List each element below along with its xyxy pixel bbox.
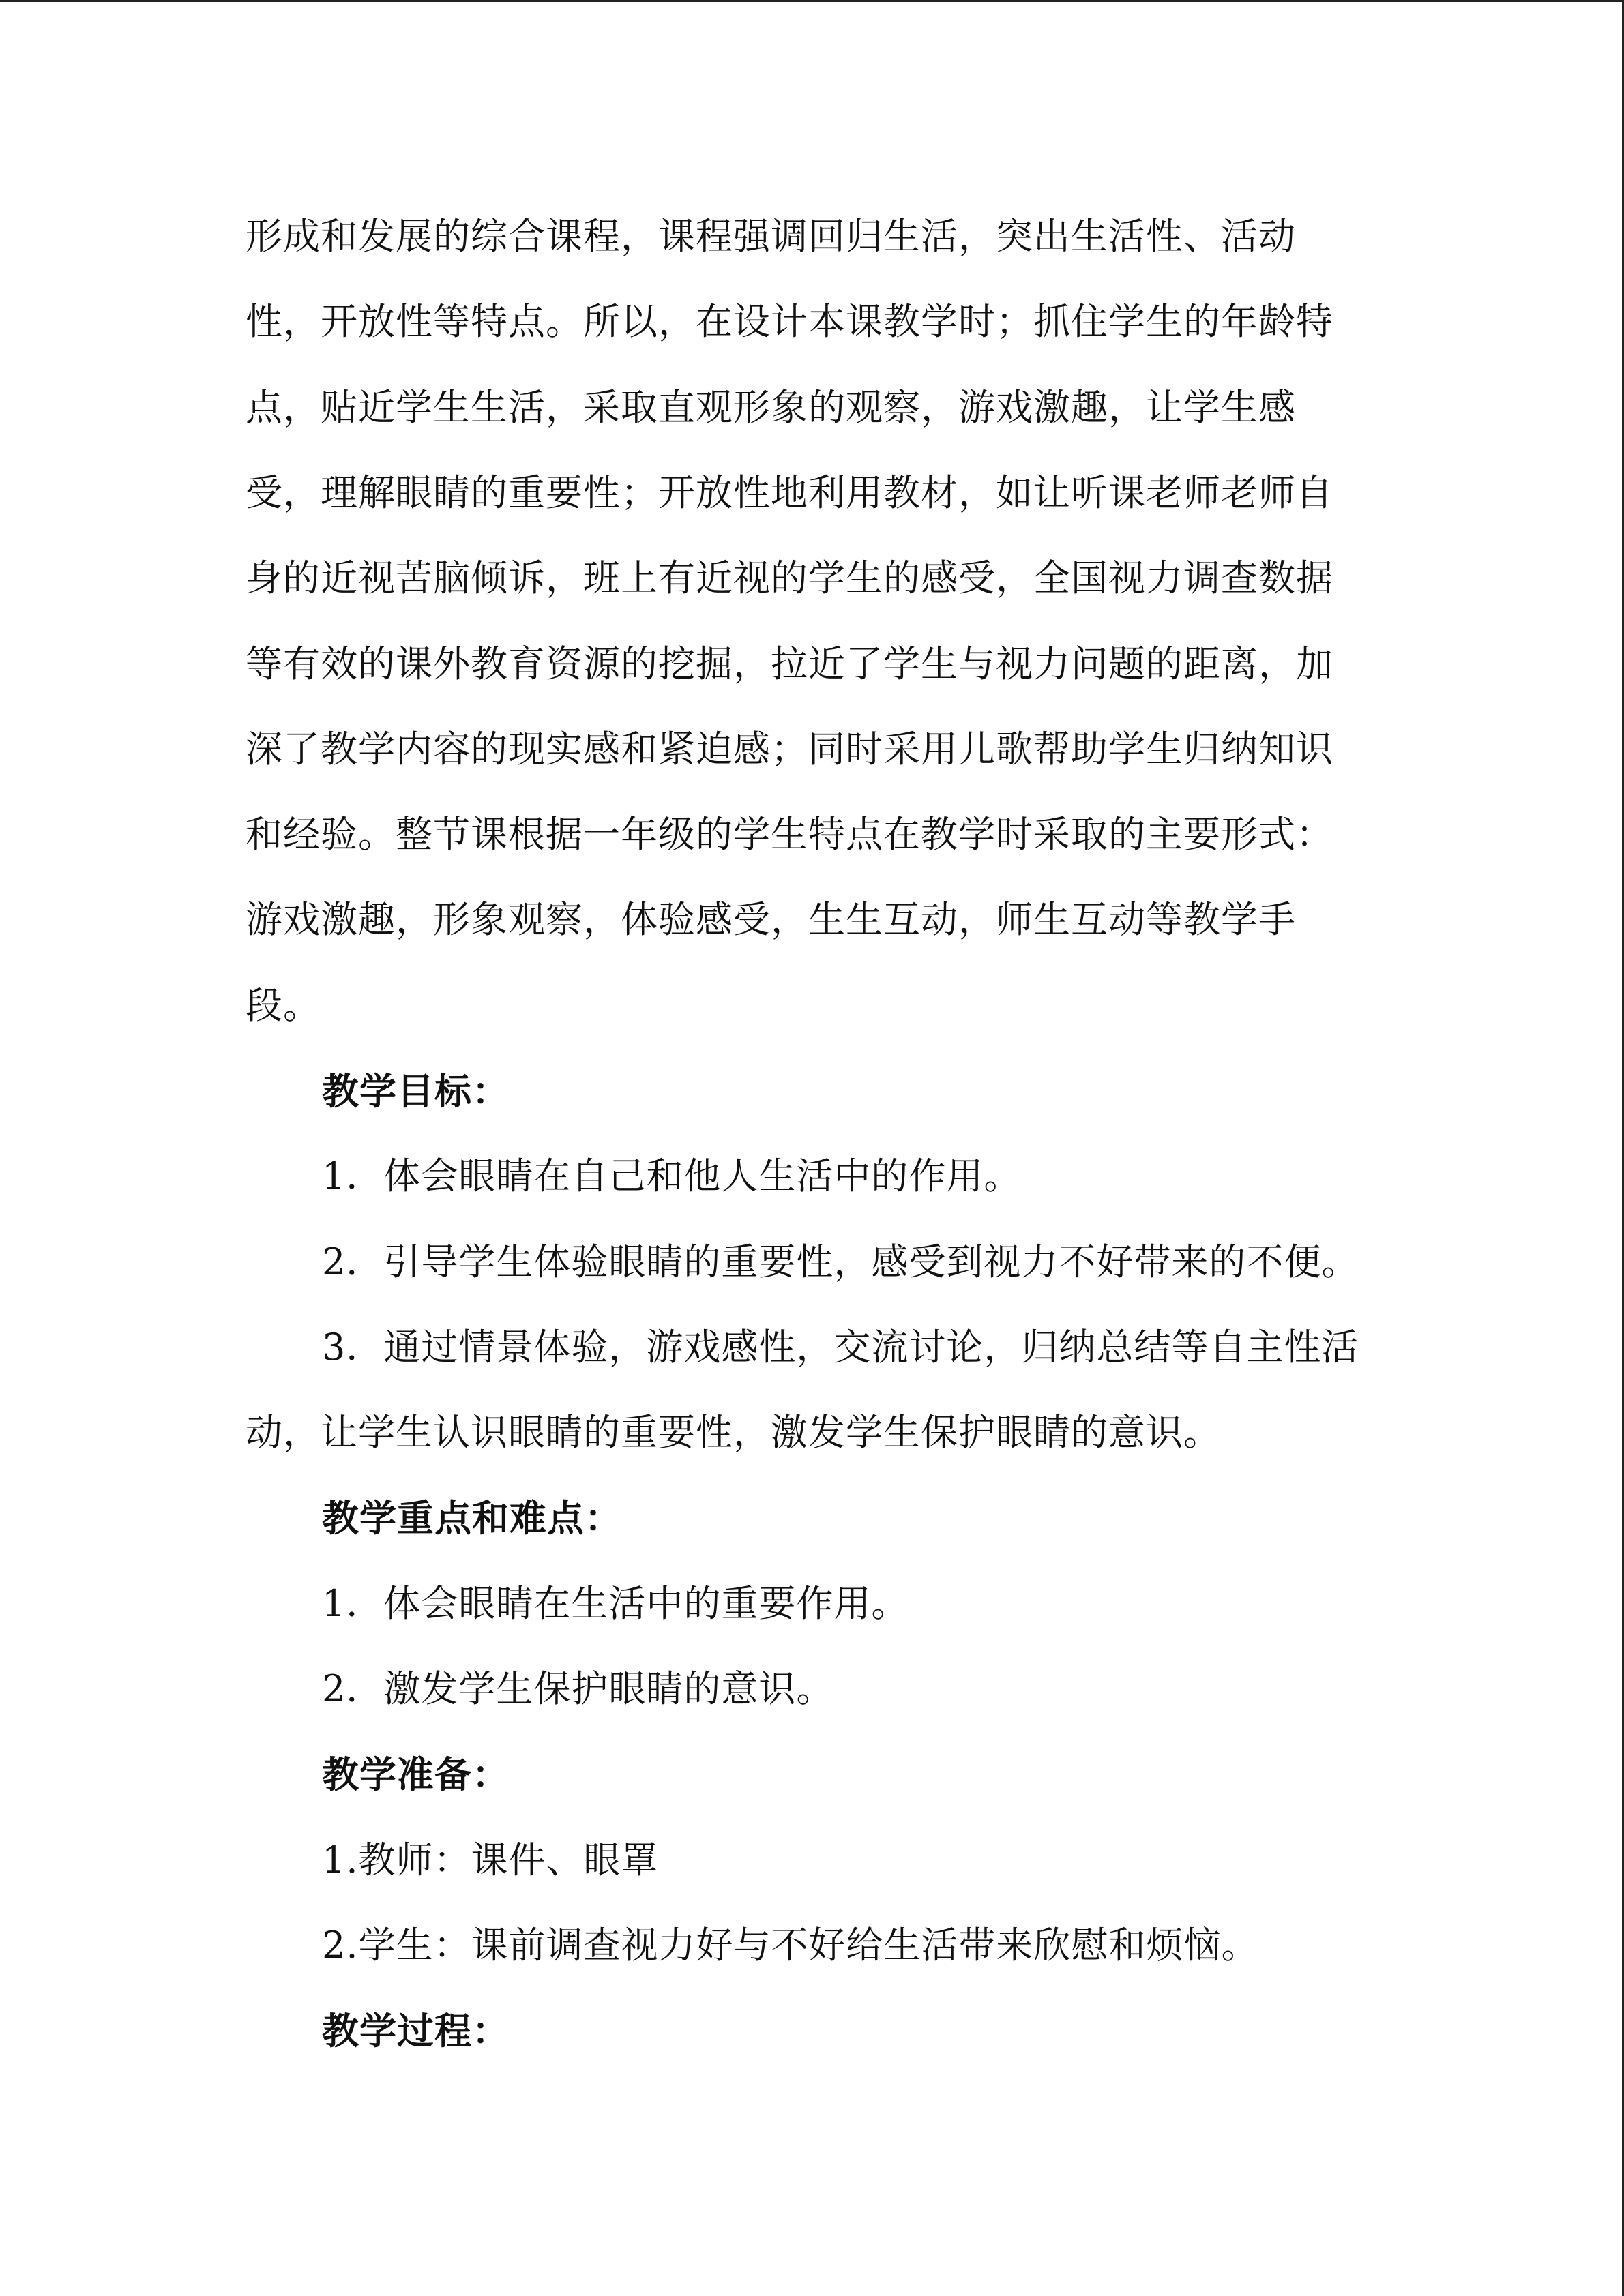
paragraph-line: 形成和发展的综合课程，课程强调回归生活，突出生活性、活动	[246, 215, 1296, 258]
key-points-heading: 教学重点和难点：	[322, 1496, 622, 1540]
paragraph-line: 游戏激趣，形象观察，体验感受，生生互动，师生互动等教学手	[246, 898, 1296, 941]
preparation-item-2: 2.学生：课前调查视力好与不好给生活带来欣慰和烦恼。	[322, 1924, 1259, 1967]
paragraph-line: 受，理解眼睛的重要性；开放性地利用教材，如让听课老师老师自	[246, 471, 1333, 514]
goal-item-2: 2．引导学生体验眼睛的重要性，感受到视力不好带来的不便。	[322, 1240, 1359, 1283]
paragraph-line: 性，开放性等特点。所以，在设计本课教学时；抓住学生的年龄特	[246, 300, 1333, 343]
page-top-border	[0, 0, 1624, 2]
key-point-item-1: 1．体会眼睛在生活中的重要作用。	[322, 1582, 909, 1625]
key-point-item-2: 2．激发学生保护眼睛的意识。	[322, 1667, 834, 1710]
paragraph-line: 点，贴近学生生活，采取直观形象的观察，游戏激趣，让学生感	[246, 386, 1296, 429]
paragraph-line: 深了教学内容的现实感和紧迫感；同时采用儿歌帮助学生归纳知识	[246, 728, 1333, 771]
paragraph-line: 身的近视苦脑倾诉，班上有近视的学生的感受，全国视力调查数据	[246, 556, 1333, 599]
paragraph-line: 和经验。整节课根据一年级的学生特点在教学时采取的主要形式：	[246, 813, 1333, 856]
paragraph-line: 段。	[246, 984, 321, 1027]
goal-item-3-continued: 动，让学生认识眼睛的重要性，激发学生保护眼睛的意识。	[246, 1411, 1221, 1454]
goal-item-3: 3．通过情景体验，游戏感性，交流讨论，归纳总结等自主性活	[322, 1326, 1359, 1369]
process-heading: 教学过程：	[322, 2009, 510, 2053]
teaching-goals-heading: 教学目标：	[322, 1069, 510, 1113]
paragraph-line: 等有效的课外教育资源的挖掘，拉近了学生与视力问题的距离，加	[246, 642, 1333, 685]
preparation-heading: 教学准备：	[322, 1753, 510, 1796]
goal-item-1: 1．体会眼睛在自己和他人生活中的作用。	[322, 1154, 1022, 1197]
preparation-item-1: 1.教师：课件、眼罩	[322, 1838, 659, 1881]
